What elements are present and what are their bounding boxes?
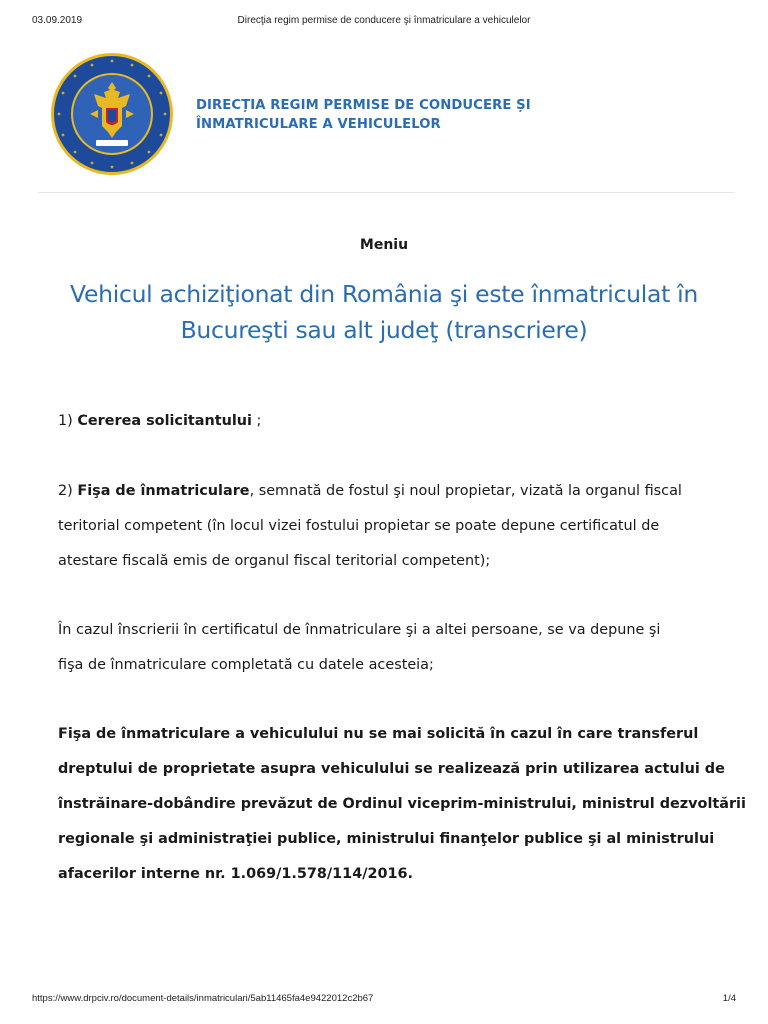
print-url: https://www.drpciv.ro/document-details/inmatriculari/5ab11465fa4e9422012c2b67	[32, 993, 374, 1004]
agency-title[interactable]	[196, 96, 676, 134]
print-page-number: 1/4	[722, 993, 736, 1004]
requirement-2-line1-text: , semnată de fostul şi noul propietar, vizată la organul fiscal	[249, 483, 682, 499]
print-page-title: Direcţia regim permise de conducere şi înmatriculare a vehiculelor	[237, 15, 531, 26]
drpciv-seal-logo[interactable]	[50, 52, 174, 176]
agency-title-line1: DIRECȚIA REGIM PERMISE DE CONDUCERE ȘI	[196, 98, 531, 113]
exemption-note-line1: Fişa de înmatriculare a vehiculului nu se mai solicită în cazul în care transferul	[58, 726, 699, 742]
exemption-note-line3: înstrăinare-dobândire prevăzut de Ordinul viceprim-ministrului, ministrul dezvoltării	[58, 796, 746, 812]
additional-person-note	[58, 613, 660, 683]
menu-toggle[interactable]: Meniu	[359, 237, 409, 253]
exemption-note-line5: afacerilor interne nr. 1.069/1.578/114/2016.	[58, 866, 413, 882]
additional-person-note-line2: fişa de înmatriculare completată cu datele acesteia;	[58, 657, 434, 673]
print-header	[32, 15, 736, 29]
exemption-note-line2: dreptului de proprietate asupra vehiculului se realizează prin utilizarea actului de	[58, 761, 725, 777]
page-heading-line2: Bucureşti sau alt judeţ (transcriere)	[180, 316, 588, 344]
page-heading-line1: Vehicul achiziţionat din România şi este înmatriculat în	[70, 280, 698, 308]
site-header	[50, 52, 740, 182]
requirement-1	[58, 404, 261, 439]
requirement-1-number: 1)	[58, 413, 78, 429]
exemption-note-line4: regionale şi administraţiei publice, ministrului finanţelor publice şi al ministrului	[58, 831, 715, 847]
requirement-2-line2: teritorial competent (în locul vizei fostului propietar se poate depune certificatul de	[58, 518, 660, 534]
exemption-note	[58, 717, 746, 892]
requirement-2-line1	[58, 474, 682, 509]
page-heading	[40, 276, 728, 348]
requirement-1-suffix: ;	[251, 413, 262, 429]
header-divider	[38, 192, 734, 193]
agency-title-line2: ÎNMATRICULARE A VEHICULELOR	[196, 117, 441, 132]
print-date: 03.09.2019	[32, 15, 83, 26]
requirement-2	[58, 474, 682, 579]
requirement-2-number: 2)	[58, 483, 78, 499]
requirement-2-title: Fişa de înmatriculare	[77, 483, 250, 499]
print-footer	[32, 993, 736, 1007]
requirement-1-title: Cererea solicitantului	[77, 413, 252, 429]
requirement-2-line3: atestare fiscală emis de organul fiscal teritorial competent);	[58, 553, 491, 569]
additional-person-note-line1: În cazul înscrierii în certificatul de înmatriculare şi a altei persoane, se va depune şi	[58, 622, 661, 638]
